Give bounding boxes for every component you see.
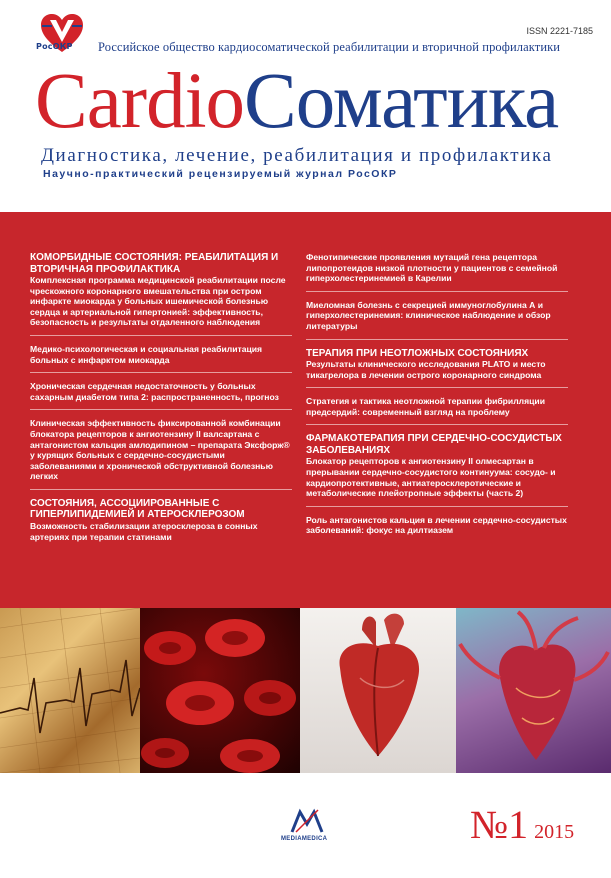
article-title: Роль антагонистов кальция в лечении сердечно-сосудистых заболеваний: фокус на дилтиазем [306, 514, 567, 536]
section-title: ФАРМАКОТЕРАПИЯ ПРИ СЕРДЕЧНО-СОСУДИСТЫХ ЗАБОЛЕВАНИЯХ [306, 433, 562, 456]
article-title: Клиническая эффективность фиксированной комбинации блокатора рецепторов к ангиотензину II валсартана с антагонистом кальция амлодипином – препарата Эксфорж® у курящих больных с сердечно-сосудистыми заболеваниями и хронической обструктивной болезнью легких [30, 418, 290, 482]
issue-year: 2015 [534, 821, 575, 843]
divider [30, 335, 292, 336]
article-title: Результаты клинического исследования PLATO и место тикагрелора в лечении острого коронарного синдрома [306, 359, 546, 380]
cover-header [0, 0, 611, 212]
society-name: Российское общество кардиосоматической реабилитации и вторичной профилактики [98, 40, 561, 54]
article-title: Комплексная программа медицинской реабилитации после чрескожного коронарного вмешательства при остром инфаркте миокарда у больных ишемической болезнью сердца и артериальной гипертонией: эффективность, безопасность и результаты отдаленного наблюдения [30, 275, 286, 328]
divider [306, 424, 568, 425]
blood-cells-icon [140, 608, 300, 773]
article-title: Блокатор рецепторов к ангиотензину II олмесартан в прерывании сердечно-сосудистого континуума: сосудо- и кардиопротективные, антиатеросклеротические и метаболические плейотропные эффекты (часть 2) [306, 456, 556, 499]
issn: ISSN 2221-7185 [526, 26, 593, 36]
article-title: Медико-психологическая и социальная реабилитация больных с инфарктом миокарда [30, 343, 263, 365]
article-title: Стратегия и тактика неотложной терапии фибрилляции предсердий: современный взгляд на проблему [306, 396, 545, 417]
photo-strip [0, 608, 611, 773]
divider [30, 409, 292, 410]
journal-subtitle: Диагностика, лечение, реабилитация и профилактика [41, 145, 553, 166]
mediamedica-logo-icon [290, 808, 324, 834]
divider [306, 506, 568, 507]
issue-label [470, 801, 574, 848]
divider [306, 387, 568, 388]
ecg-paper-photo [0, 608, 140, 773]
journal-title [35, 58, 559, 145]
article-title: Миеломная болезнь с секрецией иммуноглобулина А и гиперхолестеринемия: клиническое наблюдение и обзор литературы [306, 299, 551, 331]
section-title: КОМОРБИДНЫЕ СОСТОЯНИЯ: РЕАБИЛИТАЦИЯ И ВТОРИЧНАЯ ПРОФИЛАКТИКА [30, 252, 279, 275]
cover-footer [0, 773, 611, 878]
table-of-contents [0, 212, 611, 608]
section-title: ТЕРАПИЯ ПРИ НЕОТЛОЖНЫХ СОСТОЯНИЯХ [306, 347, 529, 359]
issue-number: №1 [470, 802, 529, 847]
article-title: Хроническая сердечная недостаточность у больных сахарным диабетом типа 2: распространенность, прогноз [30, 381, 279, 402]
section-title: СОСТОЯНИЯ, АССОЦИИРОВАННЫЕ С ГИПЕРЛИПИДЕМИЕЙ И АТЕРОСКЛЕРОЗОМ [30, 497, 245, 521]
divider [306, 339, 568, 340]
publisher-name: MEDIAMEDICA [281, 836, 328, 842]
article-title: Возможность стабилизации атеросклероза в сонных артериях при терапии статинами [30, 520, 258, 542]
heart-vessels-icon [456, 608, 611, 773]
red-blood-cells-photo [140, 608, 300, 773]
illustrated-heart-photo [456, 608, 611, 773]
divider [306, 291, 568, 292]
rosokr-logo-text: РосОКР [36, 42, 73, 51]
heart-icon [300, 608, 456, 773]
anatomical-heart-photo [300, 608, 456, 773]
journal-title-part2: Соматика [244, 58, 559, 145]
journal-tagline: Научно-практический рецензируемый журнал РосОКР [43, 168, 398, 180]
divider [30, 489, 292, 490]
journal-title-part1: Cardio [35, 58, 245, 145]
contents-left-column [30, 252, 292, 542]
ecg-trace-icon [0, 608, 140, 773]
contents-right-column [306, 252, 568, 536]
divider [30, 372, 292, 373]
article-title: Фенотипические проявления мутаций гена рецептора липопротеидов низкой плотности у пациентов с семейной гиперхолестеринемией в Карелии [306, 252, 558, 284]
